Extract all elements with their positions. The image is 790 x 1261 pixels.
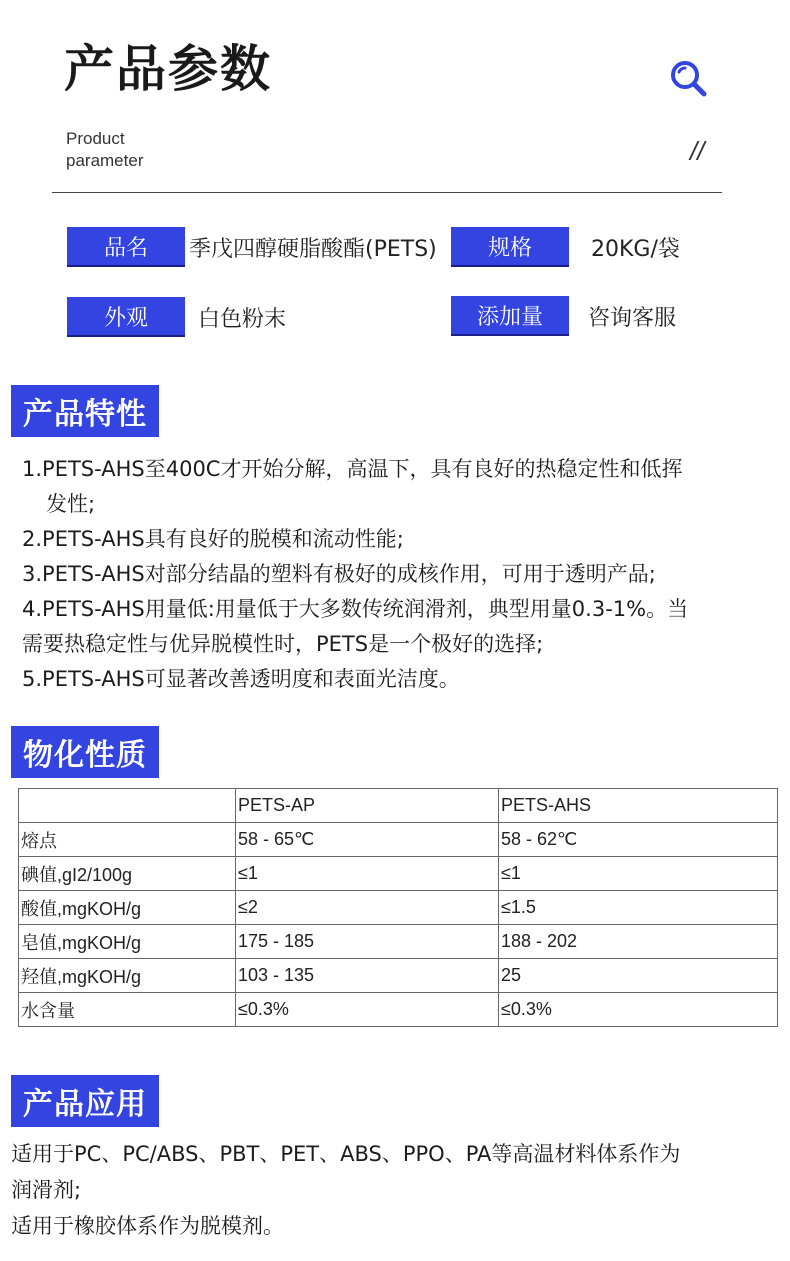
applications-heading: 产品应用 bbox=[11, 1075, 159, 1127]
feature-item: 2.PETS-AHS具有良好的脱模和流动性能; bbox=[22, 527, 404, 551]
spec-label-appearance: 外观 bbox=[67, 297, 185, 337]
table-row bbox=[19, 891, 778, 925]
table-cell: ≤1 bbox=[236, 857, 499, 891]
table-header-cell: PETS-AP bbox=[236, 789, 499, 823]
table-header-cell: PETS-AHS bbox=[499, 789, 778, 823]
table-cell: 酸值,mgKOH/g bbox=[19, 891, 236, 925]
spec-label-dosage: 添加量 bbox=[451, 296, 569, 336]
table-header-cell bbox=[19, 789, 236, 823]
decorative-slashes: // bbox=[690, 136, 705, 166]
application-line: 适用于PC、PC/ABS、PBT、PET、ABS、PPO、PA等高温材料体系作为 bbox=[11, 1142, 681, 1166]
table-cell: 58 - 62℃ bbox=[499, 823, 778, 857]
table-cell: 58 - 65℃ bbox=[236, 823, 499, 857]
spec-label-name: 品名 bbox=[67, 227, 185, 267]
page-subtitle bbox=[66, 128, 196, 172]
table-cell: 碘值,gI2/100g bbox=[19, 857, 236, 891]
table-header-row bbox=[19, 789, 778, 823]
table-cell: 188 - 202 bbox=[499, 925, 778, 959]
spec-value-spec: 20KG/袋 bbox=[591, 236, 680, 262]
feature-item: 3.PETS-AHS对部分结晶的塑料有极好的成核作用，可用于透明产品; bbox=[22, 562, 656, 586]
table-row bbox=[19, 959, 778, 993]
features-list bbox=[22, 452, 782, 697]
subtitle-line-2: parameter bbox=[66, 151, 144, 170]
table-row bbox=[19, 857, 778, 891]
table-cell: ≤1.5 bbox=[499, 891, 778, 925]
feature-item: 1.PETS-AHS至400C才开始分解，高温下，具有良好的热稳定性和低挥 bbox=[22, 457, 683, 481]
subtitle-line-1: Product bbox=[66, 129, 125, 148]
properties-table bbox=[18, 788, 778, 1027]
features-heading: 产品特性 bbox=[11, 385, 159, 437]
application-line: 润滑剂; bbox=[11, 1178, 82, 1202]
table-cell: 皂值,mgKOH/g bbox=[19, 925, 236, 959]
table-row bbox=[19, 823, 778, 857]
table-cell: 熔点 bbox=[19, 823, 236, 857]
application-line: 适用于橡胶体系作为脱模剂。 bbox=[11, 1214, 284, 1238]
table-cell: 25 bbox=[499, 959, 778, 993]
feature-item: 4.PETS-AHS用量低:用量低于大多数传统润滑剂，典型用量0.3-1%。当 bbox=[22, 597, 689, 621]
spec-label-spec: 规格 bbox=[451, 227, 569, 267]
table-cell: 103 - 135 bbox=[236, 959, 499, 993]
spec-value-dosage: 咨询客服 bbox=[588, 305, 677, 331]
table-cell: 175 - 185 bbox=[236, 925, 499, 959]
table-row bbox=[19, 993, 778, 1027]
properties-heading: 物化性质 bbox=[11, 726, 159, 778]
spec-value-appearance: 白色粉末 bbox=[198, 306, 287, 332]
table-cell: ≤1 bbox=[499, 857, 778, 891]
table-cell: ≤0.3% bbox=[236, 993, 499, 1027]
applications-list bbox=[11, 1136, 781, 1244]
spec-value-name: 季戊四醇硬脂酸酯(PETS) bbox=[189, 236, 437, 262]
table-cell: ≤0.3% bbox=[499, 993, 778, 1027]
table-cell: 水含量 bbox=[19, 993, 236, 1027]
search-icon[interactable] bbox=[668, 58, 708, 98]
header-divider bbox=[52, 192, 722, 193]
page-title: 产品参数 bbox=[64, 40, 272, 98]
feature-item: 发性; bbox=[46, 492, 96, 516]
table-cell: ≤2 bbox=[236, 891, 499, 925]
table-row bbox=[19, 925, 778, 959]
feature-item: 5.PETS-AHS可显著改善透明度和表面光洁度。 bbox=[22, 667, 460, 691]
feature-item: 需要热稳定性与优异脱模性时，PETS是一个极好的选择; bbox=[22, 632, 544, 656]
table-cell: 羟值,mgKOH/g bbox=[19, 959, 236, 993]
